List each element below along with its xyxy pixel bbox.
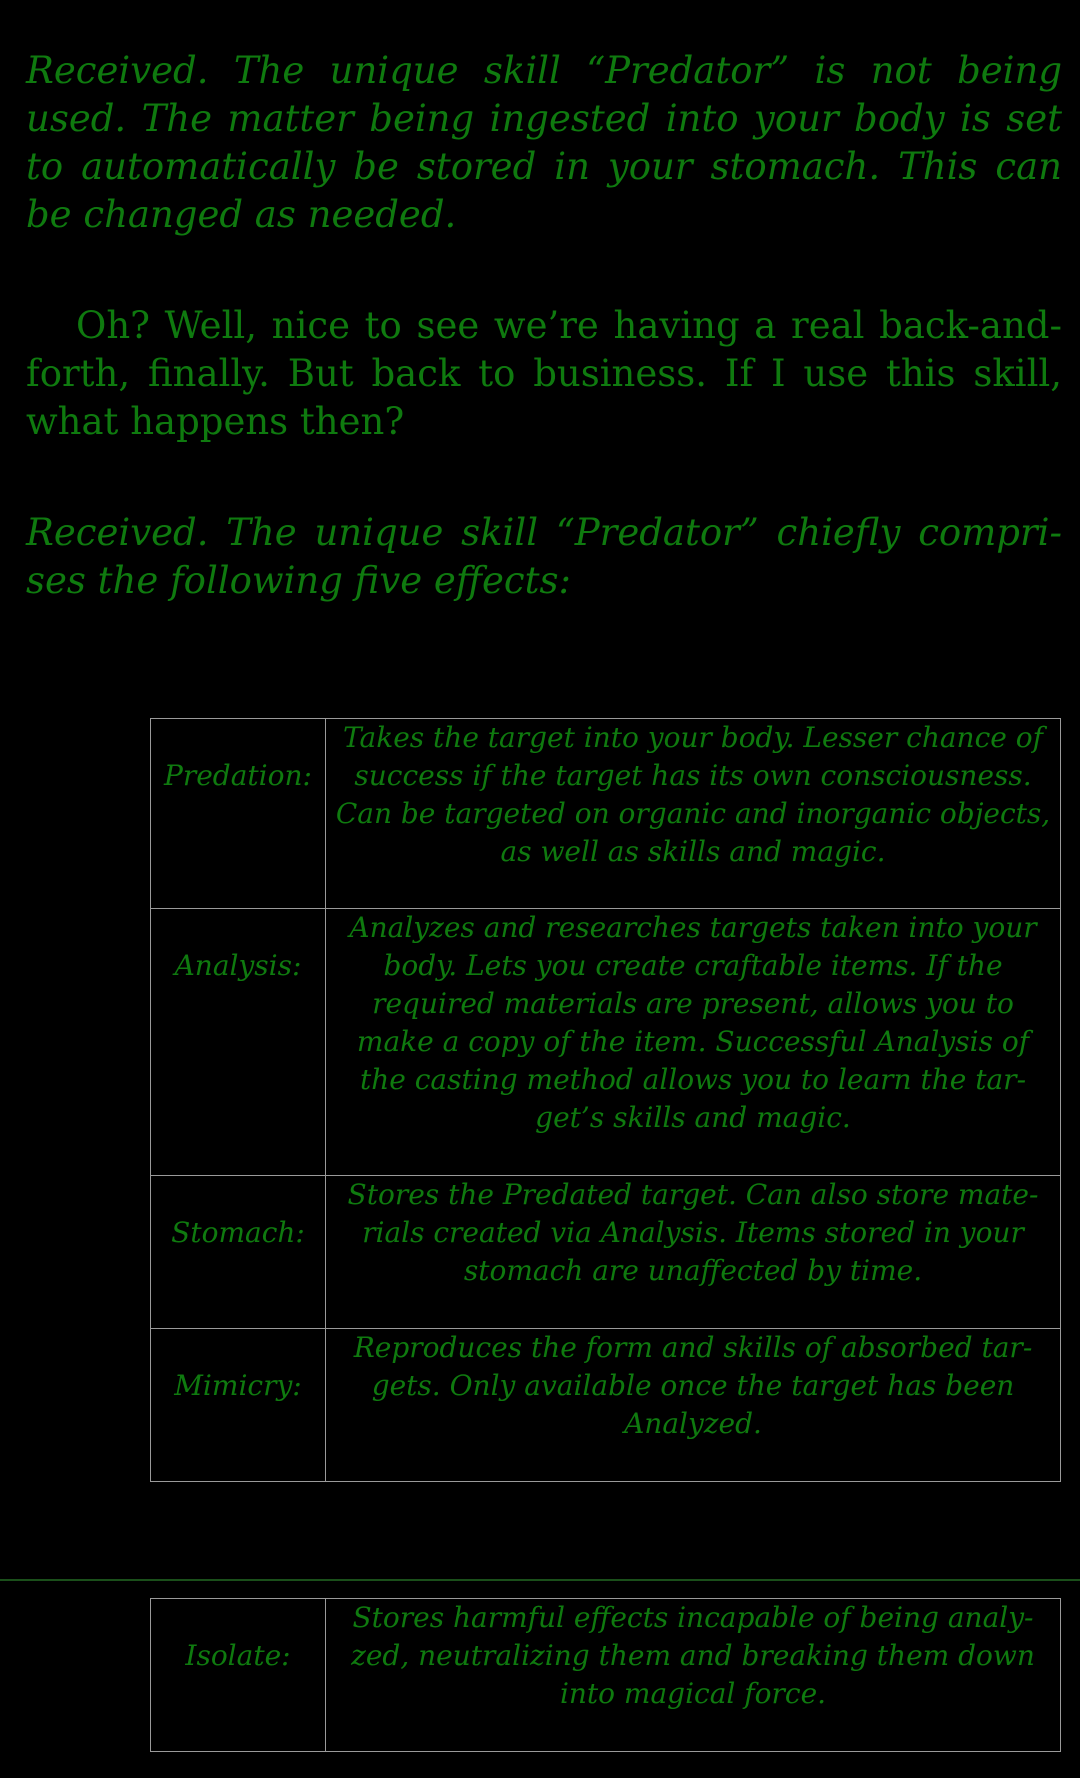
table-row (151, 1176, 1061, 1329)
effects-table-continued (150, 1598, 1061, 1752)
table-row (151, 909, 1061, 1176)
table-row (151, 1329, 1061, 1482)
effect-description: Stores the Predated target. Can also store materials created via Analysis. Items stored in your stomach are unaffected by time. (326, 1176, 1061, 1329)
effects-table (150, 718, 1061, 1482)
effect-name: Isolate: (151, 1599, 326, 1752)
effect-name: Mimicry: (151, 1329, 326, 1482)
effect-name: Analysis: (151, 909, 326, 1176)
paragraph-narration: Oh? Well, nice to see we’re having a real back-and-forth, finally. But back to business. If I use this skill, what happens then? (26, 304, 1062, 443)
table-row (151, 719, 1061, 909)
effect-name: Predation: (151, 719, 326, 909)
table-row (151, 1599, 1061, 1752)
effect-description: Reproduces the form and skills of absorbed targets. Only available once the target has been Analyzed. (326, 1329, 1061, 1482)
effect-description: Stores harmful effects incapable of being analyzed, neutralizing them and breaking them down into magical force. (326, 1599, 1061, 1752)
paragraph-system-message-2: Received. The unique skill “Predator” chiefly comprises the following five effects: (26, 511, 1062, 602)
paragraph-system-message-1: Received. The unique skill “Predator” is not being used. The matter being ingested into your body is set to automatically be stored in your stomach. This can be changed as needed. (26, 49, 1062, 236)
page-divider (0, 1579, 1080, 1581)
effect-name: Stomach: (151, 1176, 326, 1329)
effect-description: Takes the target into your body. Lesser chance of success if the target has its own consciousness. Can be targeted on organic and inorganic objects, as well as skills and magic. (326, 719, 1061, 909)
effect-description: Analyzes and researches targets taken into your body. Lets you create craftable items. If the required materials are present, allows you to make a copy of the item. Successful Analysis of the casting method allows you to learn the target’s skills and magic. (326, 909, 1061, 1176)
